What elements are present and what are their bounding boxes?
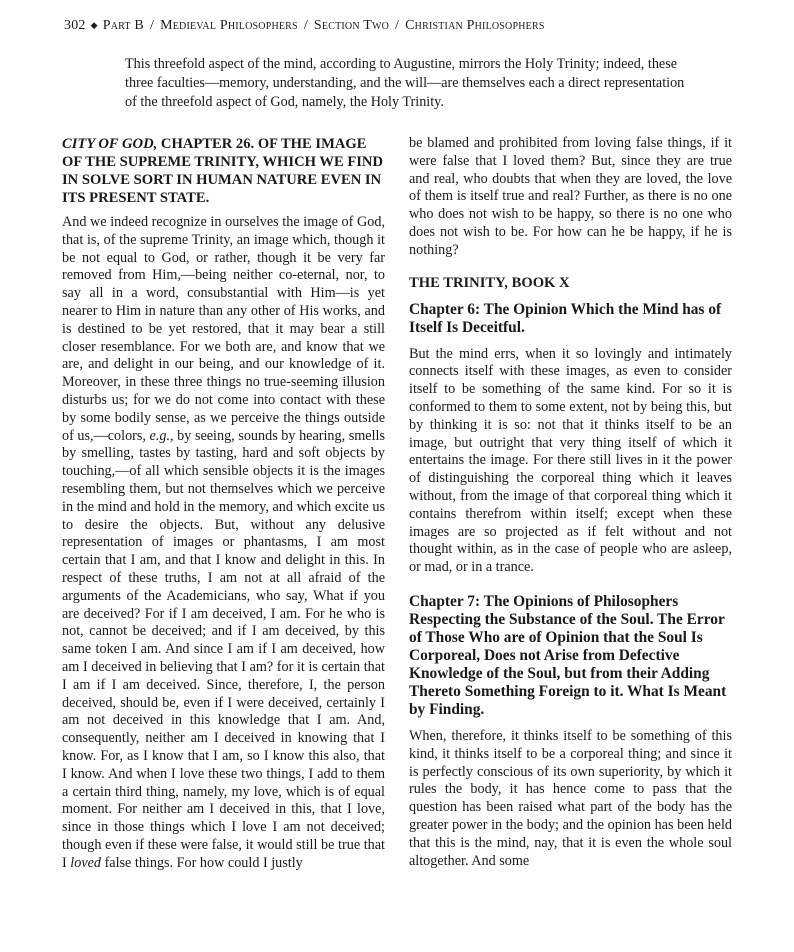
intro-paragraph: This threefold aspect of the mind, according to Augustine, mirrors the Holy Trinity; indeed, these three faculties—memory, understanding, and the will—are themselves each a direct representation of the threefold aspect of God, namely, the Holy Trinity. (125, 56, 685, 110)
body-text: , by seeing, sounds by hearing, smells by smelling, tastes by tasting, hard and soft objects by touching,—of all which sensible objects it is the images resembling them, but not themselves which we perceive in the mind and hold in the memory, and which excite us to desire the objects. But, without any delusive representation of images or phantasms, I am most certain that I am, and that I know and delight in this. In respect of these truths, I am not at all afraid of the arguments of the Academicians, who say, What if you are deceived? For if I am deceived, I am. For he who is not, cannot be deceived; and if I am deceived, by this same token I am. And since I am if I am deceived, how am I deceived in believing that I am? for it is certain that I am if I am deceived. Since, therefore, I, the person deceived, should be, even if I were deceived, certainly I am not deceived in this knowledge that I am. And, consequently, neither am I deceived in knowing that I know. For, as I know that I am, so I know this also, that I know. And when I love these two things, I add to them a certain third thing, namely, my love, which is of equal moment. For neither am I deceived in this, that I love, since in those things which I love I am not deceived; though even if these were false, it would still be true that I (62, 427, 385, 871)
header-section-title: Medieval Philosophers (160, 18, 298, 33)
heading-book-title: CITY OF GOD, (62, 136, 158, 152)
left-column (62, 135, 385, 872)
header-section: Section Two (313, 18, 390, 33)
trinity-book-heading: THE TRINITY, BOOK X (409, 274, 570, 291)
body-paragraph-continued: be blamed and prohibited from loving false things, if it were false that I loved them? But, since they are true and real, who doubts that when they are loved, the love of them is itself true and real? Further, as there is no one who does not wish to be happy, so there is no one who does not wish to be. For how can he be happy, if he is nothing? (409, 135, 732, 258)
diamond-icon: ◆ (90, 20, 98, 30)
chapter-6-paragraph: But the mind errs, when it so lovingly and intimately connects itself with these images, as even to consider itself to be something of the same kind. For so it is conformed to them to some extent, not by being this, but by thinking it is so: not that it thinks itself to be an image, but outright that very thing itself of which it entertains the image. For there still lives in it the power of distinguishing the corporeal thing which it leaves without, from the image of that corporeal thing which it contains therefrom within itself; except when these images are so projected as if felt without and not thought within, as in the case of people who are asleep, or mad, or in a trance. (409, 345, 732, 576)
page-number: 302 (64, 18, 86, 33)
right-column (409, 135, 732, 870)
heading-chapter-title: CHAPTER 26. OF THE IMAGE OF THE SUPREME TRINITY, WHICH WE FIND IN SOLVE SORT IN HUMAN NATURE EVEN IN ITS PRESENT STATE. (62, 136, 383, 206)
city-of-god-heading (62, 135, 385, 207)
chapter-6-heading: Chapter 6: The Opinion Which the Mind has of Itself Is Deceitful. (409, 300, 722, 336)
header-separator: / (395, 18, 400, 33)
chapter-7-heading: Chapter 7: The Opinions of Philosophers Respecting the Substance of the Soul. The Error of Those Who are of Opinion that the Soul Is Corporeal, Does not Arise from Defective Knowledge of the Soul, but from their Adding Thereto Something Foreign to it. What Is Meant by Finding. (409, 592, 727, 718)
header-separator: / (303, 18, 308, 33)
body-paragraph (62, 214, 385, 872)
header-part: Part B (102, 18, 144, 33)
body-text-italic: e.g. (149, 427, 171, 444)
body-text: false things. For how could I justly (101, 854, 303, 871)
header-subsection: Christian Philosophers (405, 18, 545, 33)
intro-block (125, 55, 685, 112)
body-text-italic: loved (70, 854, 102, 871)
body-text: And we indeed recognize in ourselves the image of God, that is, of the supreme Trinity, an image which, though it be not equal to God, or rather, though it be very far removed from Him,—being neither co-eternal, nor, to say all in a word, consubstantial with Him—is yet nearer to Him in nature than any other of His works, and is destined to be yet restored, that it may bear a still closer resemblance. For we both are, and know that we are, and delight in our being, and our knowledge of it. Moreover, in these three things no true-seeming illusion disturbs us; for we do not come into contact with these by some bodily sense, as we perceive the things outside of us,—colors, (62, 214, 385, 444)
chapter-7-paragraph: When, therefore, it thinks itself to be something of this kind, it thinks itself to be a corporeal thing; and since it is perfectly conscious of its own superiority, by which it rules the body, it has hence come to pass that the question has been raised what part of the body has the greater power in the body; and the opinion has been held that this is the mind, nay, that it is even the whole soul altogether. And some (409, 727, 732, 869)
running-header (64, 18, 744, 34)
header-separator: / (149, 18, 155, 33)
